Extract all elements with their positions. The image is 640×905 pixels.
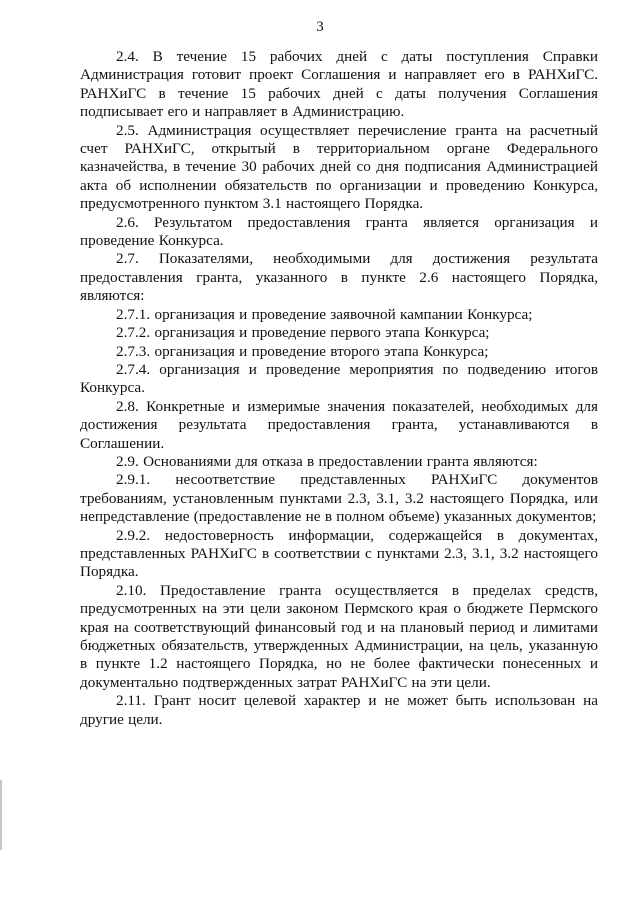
paragraph-2-6: 2.6. Результатом предоставления гранта является организация и проведение Конкурса. [80,213,598,250]
paragraph-2-7-4: 2.7.4. организация и проведение мероприятия по подведению итогов Конкурса. [80,360,598,397]
document-body [80,48,598,729]
paragraph-2-4: 2.4. В течение 15 рабочих дней с даты поступления Справки Администрация готовит проект Соглашения и направляет его в РАНХиГС. РАНХиГС в течение 15 рабочих дней с даты получения Соглашения подписывает его и направляет в Администрацию. [80,48,598,121]
paragraph-2-11: 2.11. Грант носит целевой характер и не может быть использован на другие цели. [80,692,598,728]
paragraph-2-5: 2.5. Администрация осуществляет перечисление гранта на расчетный счет РАНХиГС, открытый в территориальном органе Федерального казначейства, в течение 30 рабочих дней со дня подписания Администрацией акта об исполнении обязательств по организации и проведению Конкурса, предусмотренного пунктом 3.1 настоящего Порядка. [80,121,598,213]
paragraph-2-7-2: 2.7.2. организация и проведение первого этапа Конкурса; [116,324,490,342]
paragraph-2-7: 2.7. Показателями, необходимыми для достижения результата предоставления гранта, указанного в пункте 2.6 настоящего Порядка, являются: [80,250,598,305]
paragraph-2-7-3: 2.7.3. организация и проведение второго этапа Конкурса; [116,342,489,360]
paragraph-2-7-1: 2.7.1. организация и проведение заявочной кампании Конкурса; [116,305,533,323]
paragraph-2-8: 2.8. Конкретные и измеримые значения показателей, необходимых для достижения результата предоставления гранта, устанавливаются в Соглашении. [80,397,598,452]
page-number: 3 [316,19,324,35]
paragraph-2-9: 2.9. Основаниями для отказа в предоставлении гранта являются: [116,452,538,470]
scan-edge-mark [0,780,2,850]
paragraph-2-9-1: 2.9.1. несоответствие представленных РАНХиГС документов требованиям, установленным пунктами 2.3, 3.1, 3.2 настоящего Порядка, или непредставление (предоставление не в полном объеме) указанных документов; [80,471,598,526]
paragraph-2-9-2: 2.9.2. недостоверность информации, содержащейся в документах, представленных РАНХиГС в соответствии с пунктами 2.3, 3.1, 3.2 настоящего Порядка. [80,526,598,581]
paragraph-2-10: 2.10. Предоставление гранта осуществляется в пределах средств, предусмотренных на эти цели законом Пермского края о бюджете Пермского края на соответствующий финансовый год и на плановый период и лимитами бюджетных обязательств, утвержденных Администрации, на цель, указанную в пункте 1.2 настоящего Порядка, но не более фактически понесенных и документально подтвержденных затрат РАНХиГС на эти цели. [80,581,598,691]
